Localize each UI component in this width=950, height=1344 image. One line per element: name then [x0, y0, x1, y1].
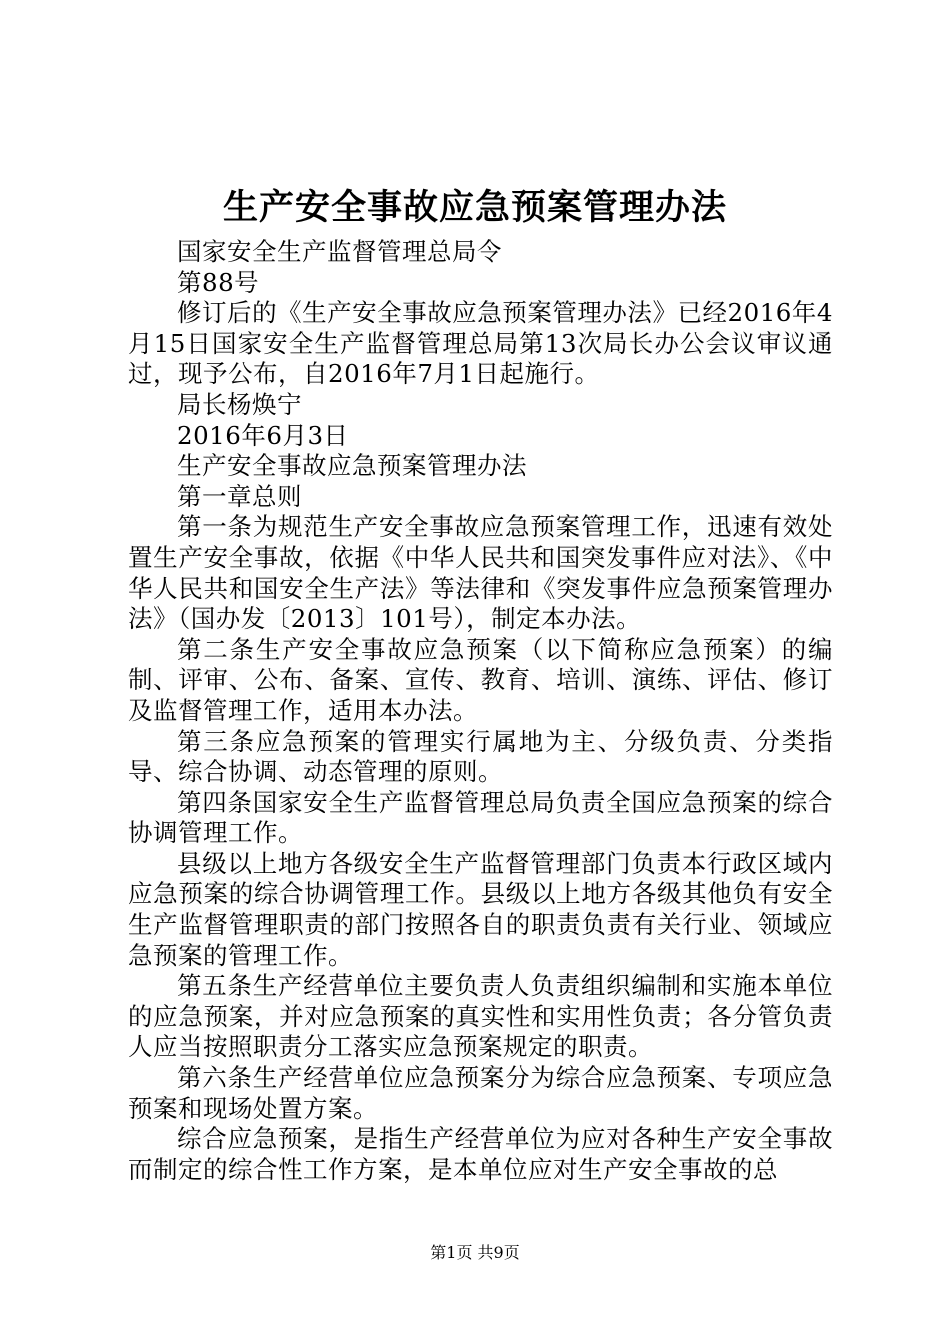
paragraph-decree-issuer: 国家安全生产监督管理总局令 — [177, 237, 502, 266]
paragraph-article-4-cont: 县级以上地方各级安全生产监督管理部门负责本行政区域内应急预案的综合协调管理工作。县级以上地方各级其他负有安全生产监督管理职责的部门按照各自的职责负责有关行业、领域应急预案的管理工作。 — [128, 848, 833, 970]
paragraph-article-2: 第二条生产安全事故应急预案（以下简称应急预案）的编制、评审、公布、备案、宣传、教育、培训、演练、评估、修订及监督管理工作，适用本办法。 — [128, 634, 833, 725]
document-title: 生产安全事故应急预案管理办法 — [222, 187, 727, 228]
paragraph-article-6-cont: 综合应急预案，是指生产经营单位为应对各种生产安全事故而制定的综合性工作方案，是本单位应对生产安全事故的总 — [128, 1124, 833, 1184]
paragraph-signatory: 局长杨焕宁 — [177, 389, 302, 419]
paragraph-article-6: 第六条生产经营单位应急预案分为综合应急预案、专项应急预案和现场处置方案。 — [128, 1063, 833, 1123]
paragraph-announcement: 修订后的《生产安全事故应急预案管理办法》已经2016年4月15日国家安全生产监督管理总局第13次局长办公会议审议通过，现予公布，自2016年7月1日起施行。 — [128, 298, 833, 389]
paragraph-article-4: 第四条国家安全生产监督管理总局负责全国应急预案的综合协调管理工作。 — [128, 787, 833, 848]
paragraph-article-1: 第一条为规范生产安全事故应急预案管理工作，迅速有效处置生产安全事故，依据《中华人民共和国突发事件应对法》、《中华人民共和国安全生产法》等法律和《突发事件应急预案管理办法》（国办发〔2013〕101号），制定本办法。 — [128, 512, 833, 634]
paragraph-date: 2016年6月3日 — [177, 420, 349, 450]
page-number-footer: 第1页 共9页 — [430, 1243, 520, 1262]
paragraph-chapter-heading: 第一章总则 — [177, 481, 302, 511]
paragraph-decree-number: 第88号 — [177, 267, 260, 297]
paragraph-article-5: 第五条生产经营单位主要负责人负责组织编制和实施本单位的应急预案，并对应急预案的真实性和实用性负责；各分管负责人应当按照职责分工落实应急预案规定的职责。 — [128, 971, 833, 1062]
document-body — [128, 237, 833, 1185]
paragraph-article-3: 第三条应急预案的管理实行属地为主、分级负责、分类指导、综合协调、动态管理的原则。 — [128, 726, 833, 787]
paragraph-subtitle: 生产安全事故应急预案管理办法 — [177, 451, 527, 481]
